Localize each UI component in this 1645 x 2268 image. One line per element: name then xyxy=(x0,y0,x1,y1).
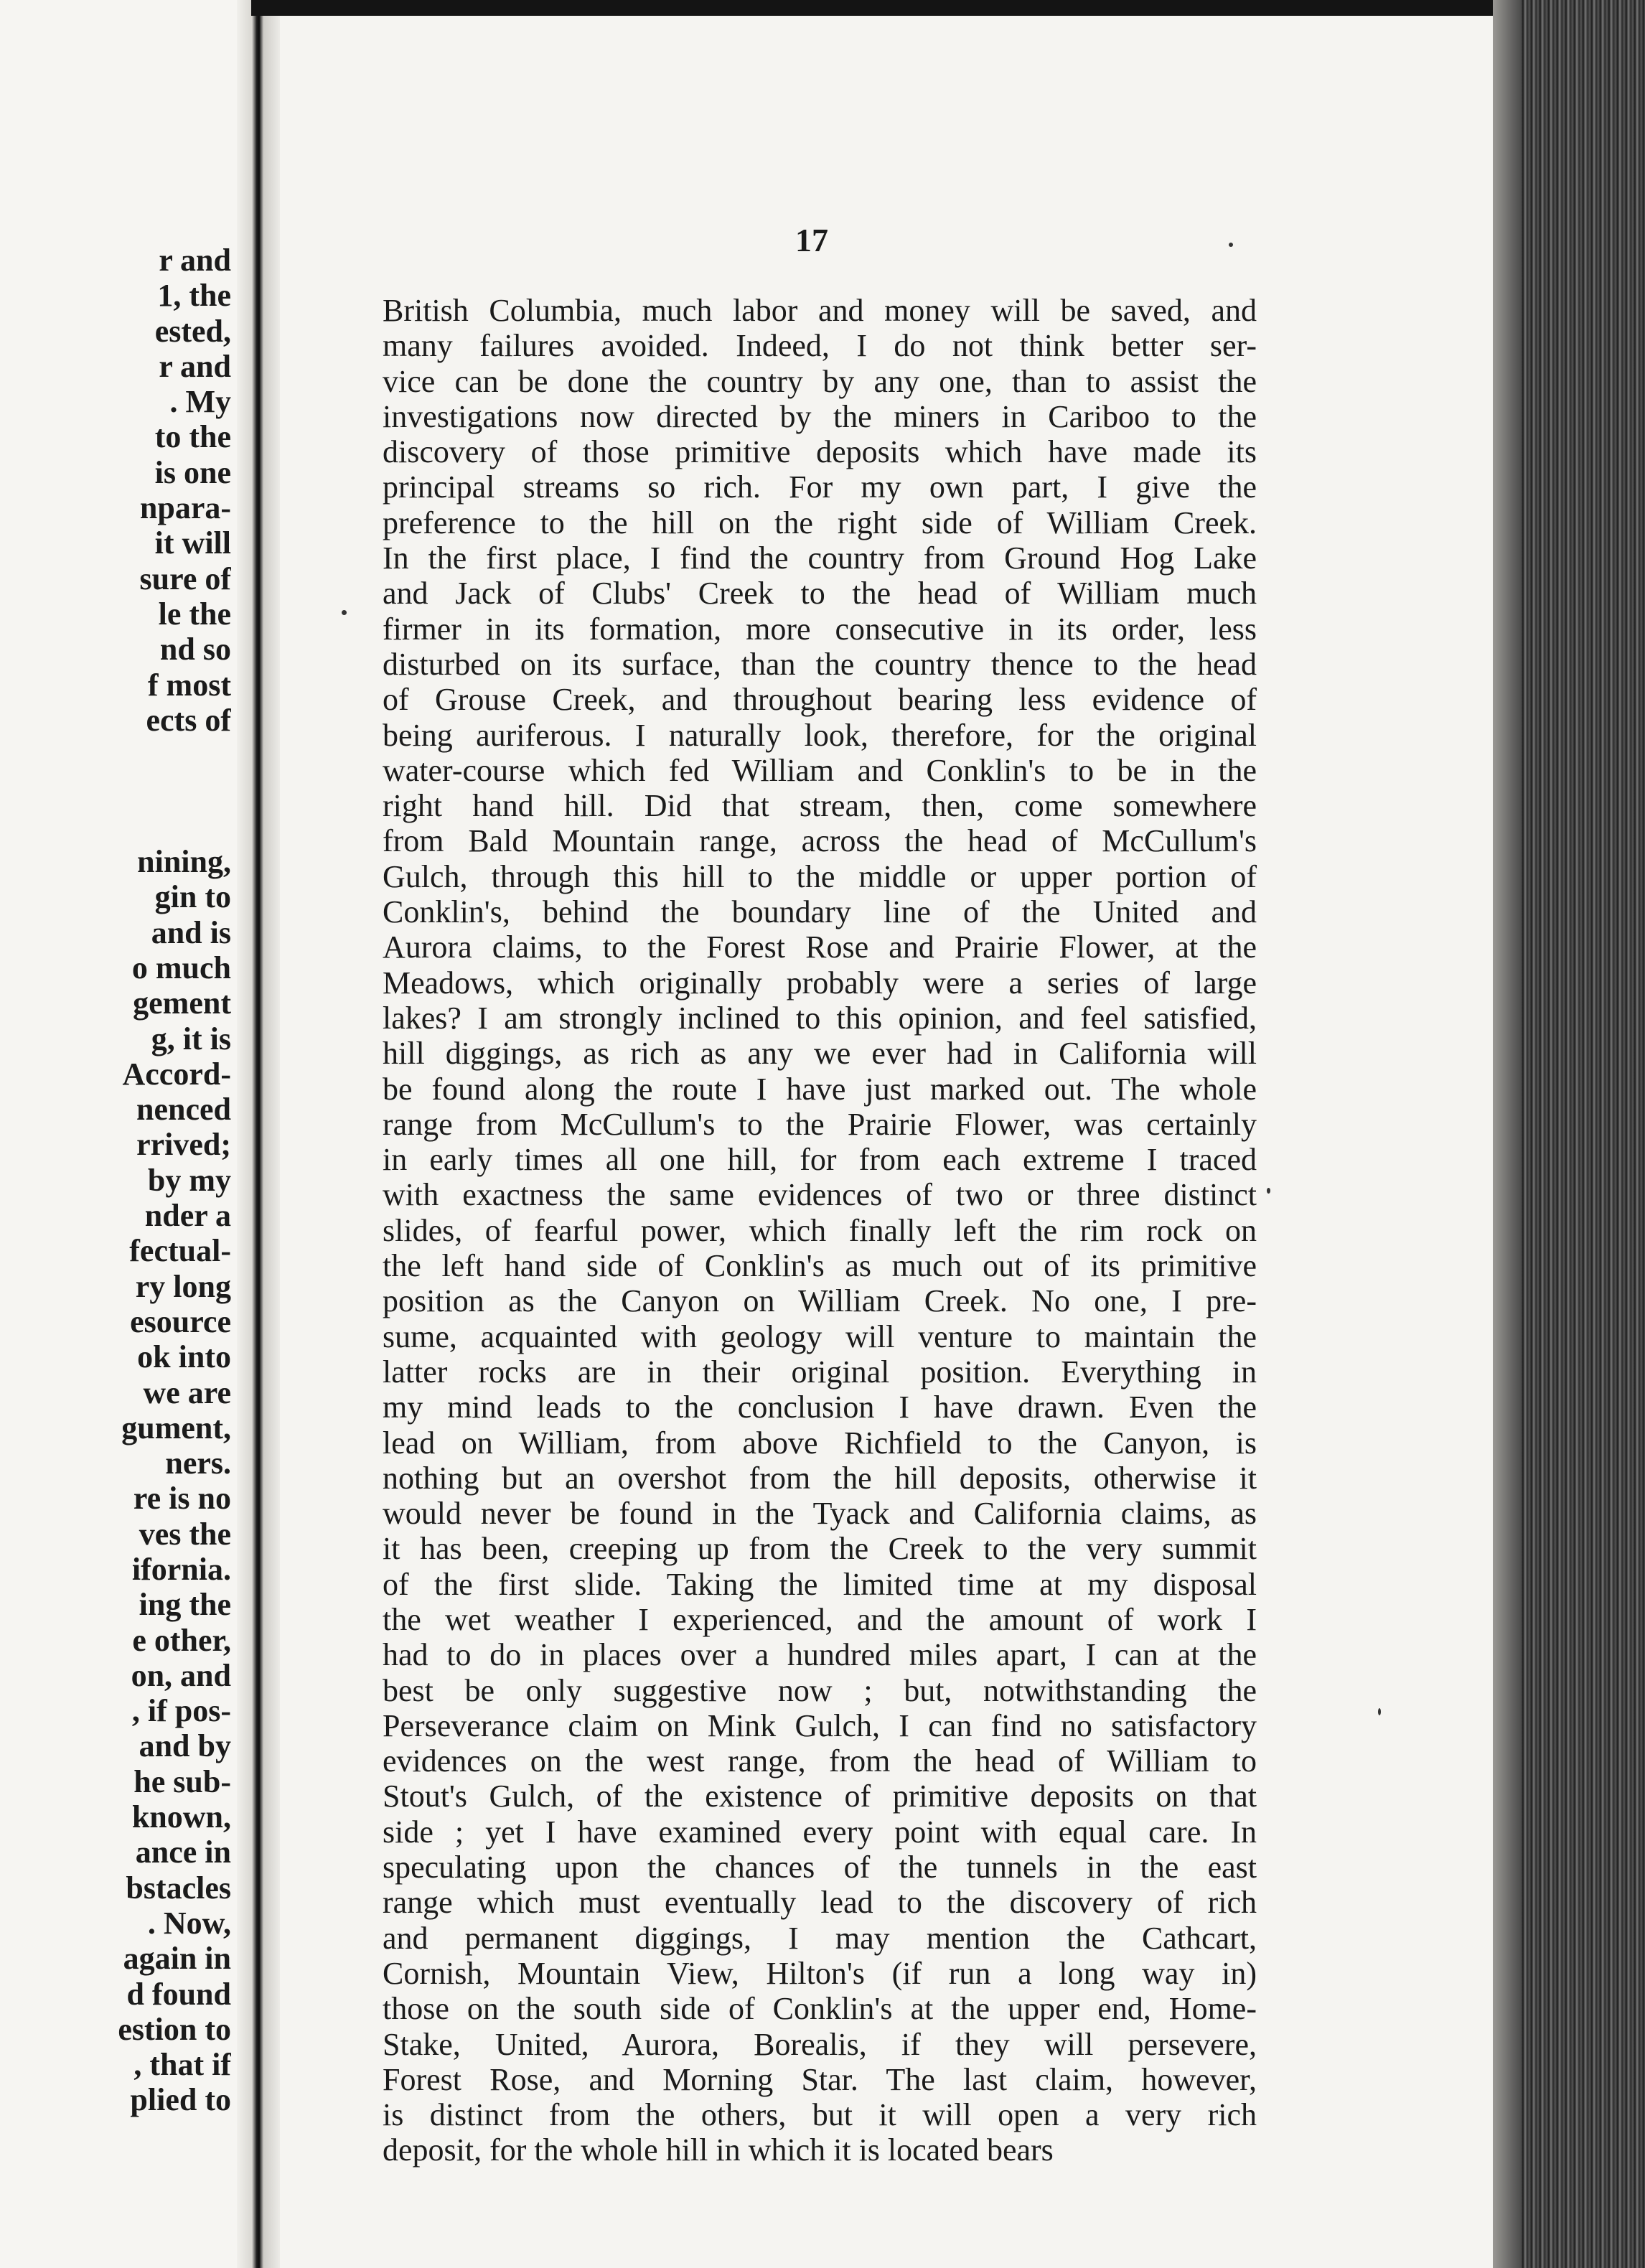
left-text-line: bstacles xyxy=(126,1870,231,1906)
text-line: hill diggings, as rich as any we ever had in California will xyxy=(383,1036,1257,1072)
text-line: British Columbia, much labor and money will be saved, and xyxy=(383,293,1257,328)
text-line: disturbed on its surface, than the country thence to the head xyxy=(383,646,1257,682)
text-line: from Bald Mountain range, across the head of McCullum's xyxy=(383,823,1257,859)
text-line: water-course which fed William and Conklin's to be in the xyxy=(383,752,1257,788)
book-gutter xyxy=(237,0,280,2268)
left-text-line: he sub- xyxy=(133,1763,231,1799)
left-page-text xyxy=(0,243,231,2118)
left-text-line xyxy=(0,809,231,844)
left-text-line: npara- xyxy=(139,490,231,526)
text-line: the left hand side of Conklin's as much out of its primitive xyxy=(383,1248,1257,1284)
text-line: best be only suggestive now ; but, notwithstanding the xyxy=(383,1672,1257,1708)
left-text-line: , that if xyxy=(133,2047,231,2083)
left-text-line: ested, xyxy=(154,313,231,349)
left-text-line: le the xyxy=(158,596,231,632)
left-text-line: sure of xyxy=(139,561,231,596)
left-text-line: 1, the xyxy=(157,278,231,314)
text-line: range from McCullum's to the Prairie Flower, was certainly xyxy=(383,1106,1257,1142)
left-text-line: and by xyxy=(139,1728,231,1764)
text-line: lead on William, from above Richfield to the Canyon, is xyxy=(383,1425,1257,1461)
text-line: firmer in its formation, more consecutive in its order, less xyxy=(383,611,1257,647)
text-line: deposit, for the whole hill in which it is located bears xyxy=(383,2132,1054,2168)
left-text-line: ners. xyxy=(165,1445,231,1481)
left-text-line: rrived; xyxy=(136,1127,231,1163)
left-text-line: estion to xyxy=(118,2011,231,2047)
text-line: of the first slide. Taking the limited time at my disposal xyxy=(383,1566,1257,1602)
left-text-line: r and xyxy=(159,348,231,384)
text-line: right hand hill. Did that stream, then, come somewhere xyxy=(383,788,1257,824)
text-line: lakes? I am strongly inclined to this opinion, and feel satisfied, xyxy=(383,1000,1257,1036)
page-number: 17 xyxy=(795,222,828,258)
left-text-line: by my xyxy=(147,1162,231,1198)
text-line: Gulch, through this hill to the middle or upper portion of xyxy=(383,858,1257,894)
text-line: my mind leads to the conclusion I have drawn. Even the xyxy=(383,1390,1257,1425)
text-line: nothing but an overshot from the hill deposits, otherwise it xyxy=(383,1460,1257,1496)
left-text-line: nenced xyxy=(136,1092,231,1128)
left-text-line: and is xyxy=(151,914,231,950)
text-line: be found along the route I have just marked out. The whole xyxy=(383,1071,1257,1107)
left-text-line: ok into xyxy=(137,1339,231,1375)
left-text-line: nder a xyxy=(144,1198,231,1234)
left-text-line: it will xyxy=(154,525,231,561)
page-edge-shadow xyxy=(1493,0,1522,2268)
left-text-line: ifornia. xyxy=(131,1551,231,1587)
left-text-line: gin to xyxy=(154,879,231,915)
text-line: sume, acquainted with geology will venture to maintain the xyxy=(383,1318,1257,1354)
text-line: vice can be done the country by any one, than to assist the xyxy=(383,363,1257,399)
text-line: Forest Rose, and Morning Star. The last claim, however, xyxy=(383,2061,1257,2097)
left-text-line: o much xyxy=(131,950,231,985)
text-line: Conklin's, behind the boundary line of the United and xyxy=(383,894,1257,930)
ink-speck xyxy=(1378,1708,1381,1715)
text-line: had to do in places over a hundred miles apart, I can at the xyxy=(383,1637,1257,1673)
left-text-line: g, it is xyxy=(151,1021,231,1056)
text-line: slides, of fearful power, which finally left the rim rock on xyxy=(383,1212,1257,1248)
text-line: is distinct from the others, but it will open a very rich xyxy=(383,2097,1257,2133)
text-line: of Grouse Creek, and throughout bearing less evidence of xyxy=(383,682,1257,718)
text-line: Aurora claims, to the Forest Rose and Prairie Flower, at the xyxy=(383,929,1257,965)
text-line: position as the Canyon on William Creek. No one, I pre- xyxy=(383,1283,1257,1319)
left-text-line: gument, xyxy=(121,1410,231,1445)
text-line: Stake, United, Aurora, Borealis, if they will persevere, xyxy=(383,2026,1257,2062)
text-line: evidences on the west range, from the head of William to xyxy=(383,1743,1257,1779)
text-line: preference to the hill on the right side of William Creek. xyxy=(383,505,1257,540)
left-text-line: f most xyxy=(147,667,231,703)
left-text-line: ects of xyxy=(146,702,231,738)
text-line: Meadows, which originally probably were a series of large xyxy=(383,965,1257,1001)
text-line: In the first place, I find the country from Ground Hog Lake xyxy=(383,540,1257,576)
left-text-line: d found xyxy=(126,1976,231,2012)
left-text-line: fectual- xyxy=(129,1233,231,1269)
text-line: it has been, creeping up from the Creek to the very summit xyxy=(383,1531,1257,1567)
ink-speck xyxy=(1229,243,1233,247)
top-border xyxy=(251,0,1514,16)
text-line: latter rocks are in their original position. Everything in xyxy=(383,1354,1257,1390)
body-text xyxy=(383,293,1257,2168)
left-text-line: . Now, xyxy=(147,1905,231,1941)
text-line: speculating upon the chances of the tunnels in the east xyxy=(383,1850,1257,1885)
left-text-line xyxy=(0,773,231,808)
left-text-line: plied to xyxy=(130,2082,231,2118)
left-text-line: on, and xyxy=(131,1657,231,1693)
text-line: in early times all one hill, for from each extreme I traced xyxy=(383,1142,1257,1178)
left-text-line: again in xyxy=(123,1941,231,1977)
text-line: Cornish, Mountain View, Hilton's (if run a long way in) xyxy=(383,1955,1257,1991)
text-line: being auriferous. I naturally look, therefore, for the original xyxy=(383,717,1257,753)
left-text-line: , if pos- xyxy=(131,1693,231,1729)
left-text-line: ing the xyxy=(139,1587,231,1623)
left-text-line: nining, xyxy=(137,844,231,880)
left-text-line: known, xyxy=(131,1799,231,1835)
left-text-line xyxy=(0,738,231,773)
left-text-line: ance in xyxy=(135,1834,231,1870)
left-page-fragment xyxy=(0,0,237,2268)
text-line: and Jack of Clubs' Creek to the head of William much xyxy=(383,576,1257,611)
left-text-line: ry long xyxy=(135,1268,231,1304)
text-line: would never be found in the Tyack and California claims, as xyxy=(383,1496,1257,1532)
ink-speck xyxy=(342,610,347,615)
text-line: many failures avoided. Indeed, I do not think better ser- xyxy=(383,328,1257,364)
text-line: Stout's Gulch, of the existence of primitive deposits on that xyxy=(383,1779,1257,1814)
left-text-line: r and xyxy=(159,243,231,278)
ink-speck xyxy=(1267,1188,1270,1194)
text-line: the wet weather I experienced, and the amount of work I xyxy=(383,1601,1257,1637)
left-text-line: ves the xyxy=(139,1516,231,1552)
text-line: investigations now directed by the miners in Cariboo to the xyxy=(383,398,1257,434)
left-text-line: Accord- xyxy=(122,1056,231,1092)
left-text-line: nd so xyxy=(159,632,231,667)
text-line: range which must eventually lead to the discovery of rich xyxy=(383,1885,1257,1921)
text-line: and permanent diggings, I may mention the Cathcart, xyxy=(383,1920,1257,1956)
text-line: discovery of those primitive deposits which have made its xyxy=(383,434,1257,470)
left-text-line: esource xyxy=(130,1303,231,1339)
left-text-line: re is no xyxy=(133,1481,231,1517)
left-text-line: is one xyxy=(154,454,231,490)
left-text-line: we are xyxy=(143,1374,231,1410)
left-text-line: . My xyxy=(169,384,231,420)
left-text-line: to the xyxy=(154,419,231,455)
text-line: with exactness the same evidences of two or three distinct xyxy=(383,1177,1257,1213)
text-line: side ; yet I have examined every point with equal care. In xyxy=(383,1814,1257,1850)
left-text-line: gement xyxy=(133,985,231,1021)
text-line: principal streams so rich. For my own part, I give the xyxy=(383,469,1257,505)
text-line: those on the south side of Conklin's at the upper end, Home- xyxy=(383,1991,1257,2027)
text-line: Perseverance claim on Mink Gulch, I can find no satisfactory xyxy=(383,1707,1257,1743)
left-text-line: e other, xyxy=(132,1622,231,1658)
